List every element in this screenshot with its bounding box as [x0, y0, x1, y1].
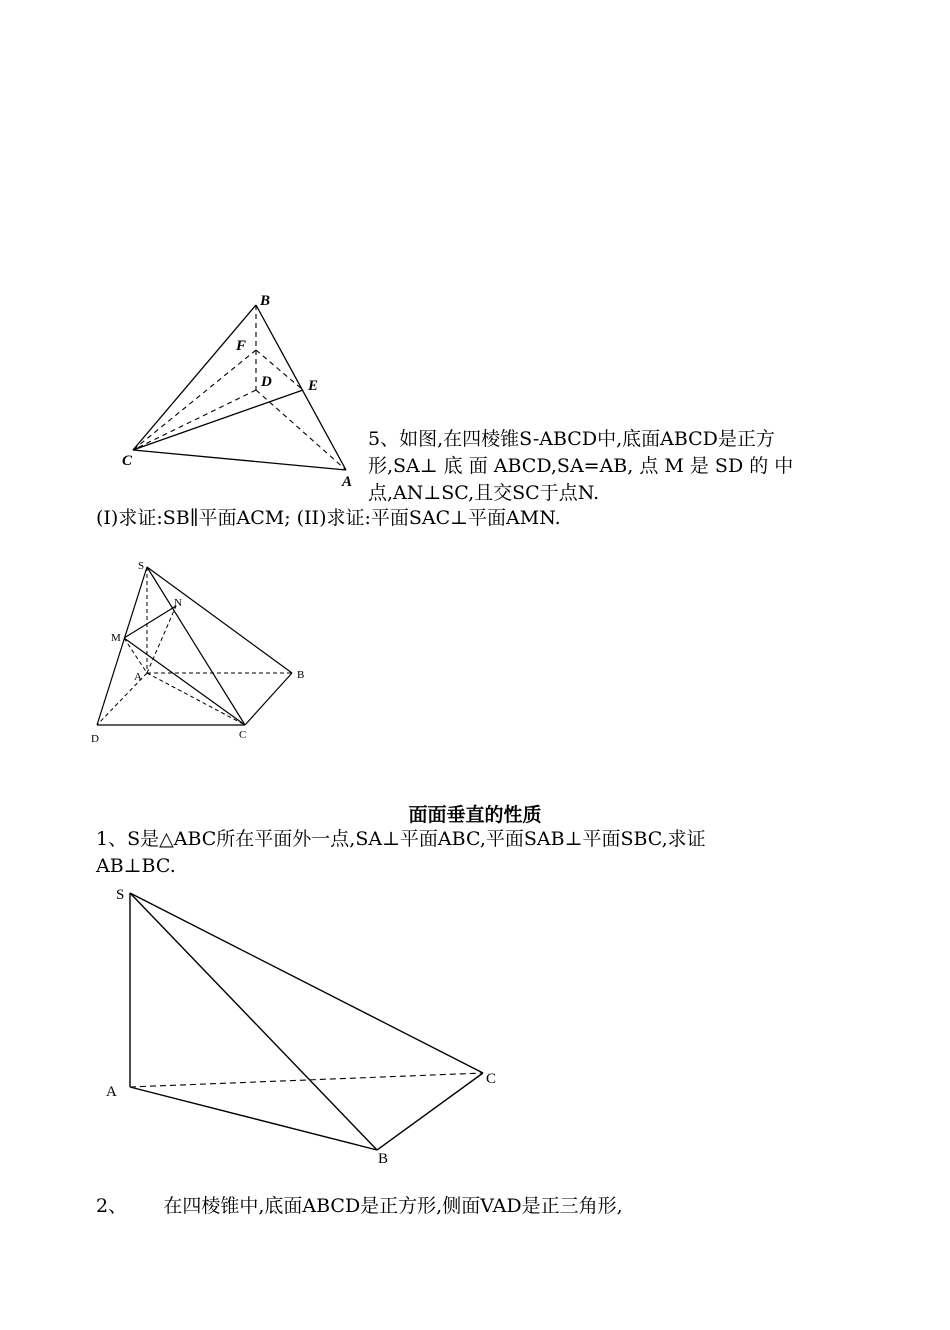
- label-f: F: [236, 338, 247, 354]
- problem-5-line-3: 点,AN⊥SC,且交SC于点N.: [368, 482, 600, 504]
- label-c: C: [486, 1071, 497, 1087]
- problem-5-line-4: (I)求证:SB∥平面ACM; (II)求证:平面SAC⊥平面AMN.: [96, 507, 561, 529]
- label-c: C: [239, 729, 247, 741]
- problem-5-line-1: 5、如图,在四棱锥S-ABCD中,底面ABCD是正方: [368, 428, 775, 450]
- label-d: D: [261, 374, 272, 390]
- problem-5-line-2: 形,SA⊥ 底 面 ABCD,SA=AB, 点 M 是 SD 的 中: [368, 455, 794, 477]
- problem-2-line-1: 2、 在四棱锥中,底面ABCD是正方形,侧面VAD是正三角形,: [96, 1195, 623, 1217]
- label-d: D: [91, 733, 99, 745]
- label-a: A: [134, 671, 142, 683]
- label-n: N: [174, 597, 182, 609]
- label-a: A: [106, 1084, 117, 1100]
- label-b: B: [378, 1151, 389, 1167]
- label-b: B: [260, 293, 271, 309]
- label-b: B: [297, 669, 305, 681]
- section-title: 面面垂直的性质: [408, 804, 542, 826]
- label-s: S: [116, 887, 125, 903]
- label-a: A: [342, 474, 353, 490]
- label-e: E: [308, 378, 319, 394]
- label-m: M: [111, 632, 121, 644]
- problem-1-line-2: AB⊥BC.: [96, 855, 176, 877]
- label-c: C: [122, 453, 133, 469]
- problem-1-line-1: 1、S是△ABC所在平面外一点,SA⊥平面ABC,平面SAB⊥平面SBC,求证: [96, 828, 706, 850]
- label-s: S: [138, 560, 145, 572]
